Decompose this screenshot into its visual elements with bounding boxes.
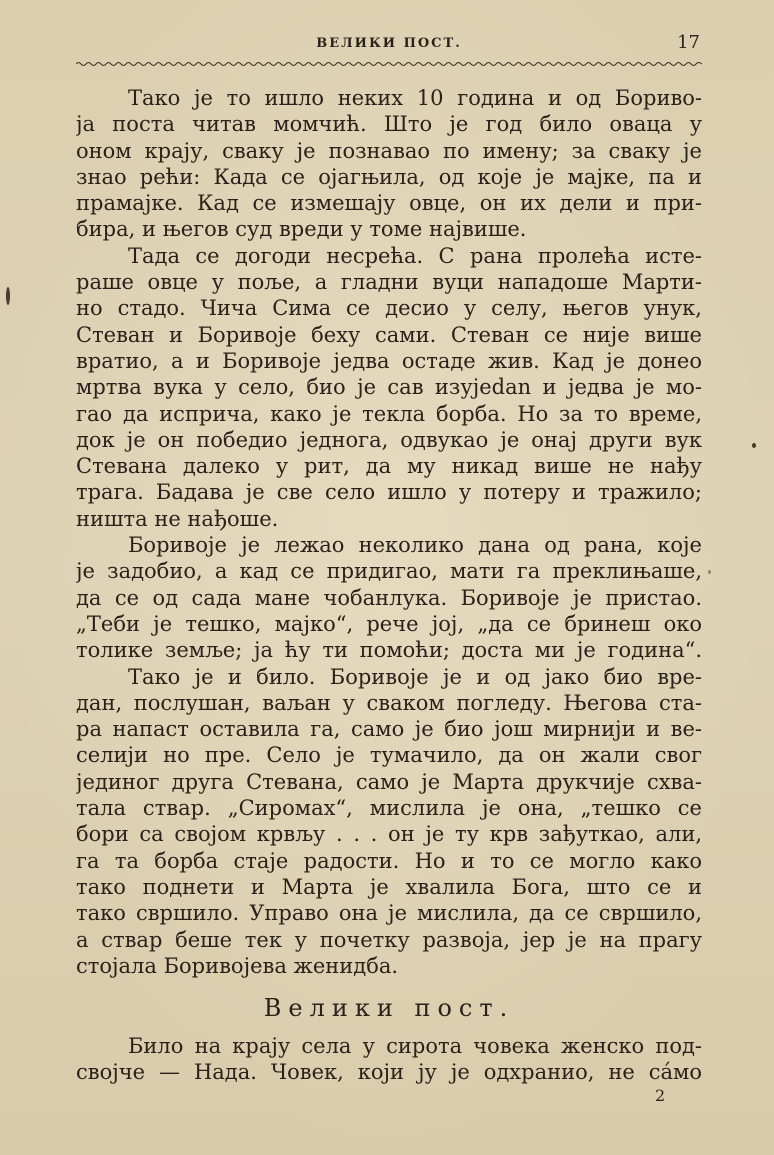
text-line: Било на крају села у сирота човека женско под- xyxy=(128,1034,702,1059)
decorative-header-rule xyxy=(76,61,702,67)
text-line: јединог друга Стевана, само је Марта друкчије схва- xyxy=(76,769,702,794)
text-line: бира, и његов суд вреди у томе највише. xyxy=(76,217,527,242)
text-line: трага. Бадава је све село ишло у потеру и тражило; xyxy=(76,480,702,505)
text-line: Боривоје је лежао неколико дана од рана, које xyxy=(128,533,702,558)
text-line: прамајке. Кад се измешају овце, он их дели и при- xyxy=(76,191,702,216)
text-line: је задобио, а кад се придигао, мати га преклињаше, xyxy=(76,559,702,584)
ink-spot xyxy=(708,570,711,574)
paragraph-5 xyxy=(76,1033,702,1086)
text-line: вратио, а и Боривоје једва остаде жив. Кад је донео xyxy=(76,348,702,373)
ink-spot xyxy=(752,443,756,448)
page-header xyxy=(78,32,700,58)
text-line: својче — Нада. Човек, који ју је одхранио, не сáмо xyxy=(76,1060,702,1085)
text-line: Тако је и било. Боривоје је и од јако био вре- xyxy=(128,664,702,689)
text-line: тала ствар. „Сиромах“, мислила је она, „тешко се xyxy=(76,796,702,821)
text-line: тако свршило. Управо она је мислила, да се свршило, xyxy=(76,901,702,926)
text-line: Стеван и Боривоје беху сами. Стеван се није више xyxy=(76,322,702,347)
page-number: 17 xyxy=(677,32,700,53)
text-line: дан, послушан, ваљан у сваком погледу. Његова ста- xyxy=(76,690,702,715)
text-line: „Теби је тешко, мајко“, рече јој, „да се бринеш око xyxy=(76,611,702,636)
text-line: гао да исприча, како је текла борба. Но за то време, xyxy=(76,401,702,426)
text-line: мртва вука у село, био је сав изујedan и једва је мо- xyxy=(76,375,702,400)
paragraph-3 xyxy=(76,532,702,663)
text-line: оном крају, сваку је познавао по имену; за сваку је xyxy=(76,138,702,163)
paragraph-1 xyxy=(76,85,702,243)
text-line: ништа не нађоше. xyxy=(76,506,279,531)
paragraph-4 xyxy=(76,664,702,980)
text-line: селији но пре. Село је тумачило, да он жали свог xyxy=(76,743,702,768)
text-line: а ствар беше тек у почетку развоја, јер је на прагу xyxy=(76,927,702,952)
text-line: бори са својом крвљу . . . он је ту крв зађуткао, али, xyxy=(76,822,702,847)
text-line: стојала Боривојева женидба. xyxy=(76,953,399,978)
body-text xyxy=(76,85,702,1086)
text-line: но стадо. Чича Сима се десио у селу, његов унук, xyxy=(76,296,702,321)
section-title: Велики пост. xyxy=(263,994,515,1023)
text-line: Тада се догоди несрећа. С рана пролећа исте- xyxy=(128,243,702,268)
text-line: ра напаст оставила га, само је био још мирнији и ве- xyxy=(76,717,702,742)
text-line: тако поднети и Марта је хвалила Бога, што се и xyxy=(76,874,702,899)
text-line: да се од сада мане чобанлука. Боривоје је пристао. xyxy=(76,585,702,610)
text-line: Стевана далеко у рит, да му никад више не нађу xyxy=(76,454,702,479)
text-line: толике земље; ја ћу ти помоћи; доста ми је година“. xyxy=(76,638,702,663)
text-line: га та борба стаје радости. Но и то се могло како xyxy=(76,848,702,873)
text-line: знао рећи: Када се ојагњила, од које је мајке, па и xyxy=(76,164,702,189)
text-line: Тако је то ишло неких 10 година и од Бориво- xyxy=(128,86,702,110)
text-line: раше овце у поље, а гладни вуци нападоше Марти- xyxy=(76,270,702,295)
paragraph-2 xyxy=(76,243,702,532)
text-line: ја поста читав момчић. Што је год било оваца у xyxy=(76,112,702,137)
running-head: ВЕЛИКИ ПОСТ. xyxy=(316,36,462,51)
text-line: док је он победио једнога, одвукао је онај други вук xyxy=(76,427,702,452)
ink-spot xyxy=(6,287,10,305)
signature-mark: 2 xyxy=(655,1086,666,1105)
